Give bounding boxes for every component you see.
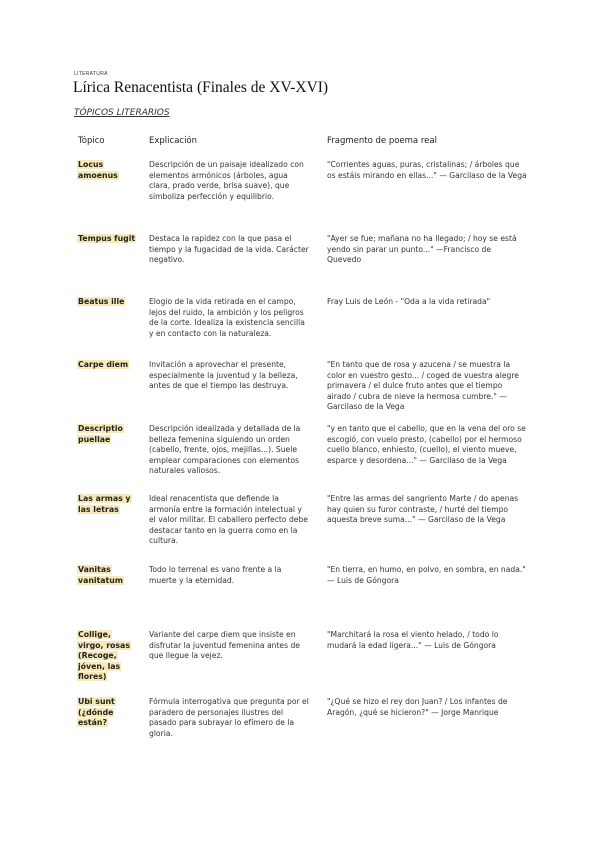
explanation-cell: Variante del carpe diem que insiste en disfrutar la juventud femenina antes de que llegue la vejez. — [149, 630, 300, 660]
column-header-fragment: Fragmento de poema real — [327, 136, 437, 146]
topic-label: Descriptio puellae — [78, 424, 123, 444]
topic-cell — [77, 697, 139, 729]
fragment-cell: "Entre las armas del sangriento Marte / do apenas hay quien su furor contraste, / hurté del tiempo aquesta breve suma..." — Garcilaso de la Vega — [327, 494, 519, 524]
topic-label: Las armas y las letras — [78, 494, 131, 514]
page-title: Lírica Renacentista (Finales de XV-XVI) — [73, 79, 329, 96]
fragment-cell: "¿Qué se hizo el rey don Juan? / Los infantes de Aragón, ¿qué se hicieron?" — Jorge Manrique — [327, 697, 508, 717]
topic-label: Ubi sunt (¿dónde están? — [78, 697, 115, 727]
explanation-cell: Fórmula interrogativa que pregunta por el paradero de personajes ilustres del pasado para subrayar lo efímero de la gloria. — [149, 697, 309, 738]
topic-cell — [77, 424, 139, 445]
fragment-cell: "En tanto que de rosa y azucena / se muestra la color en vuestro gesto... / coged de vuestra alegre primavera / el dulce fruto antes que el tiempo airado / cubra de nieve la hermosa cumbre." — Garcilaso de la Vega — [327, 360, 519, 411]
topic-cell — [77, 297, 139, 308]
topic-label: Vanitas vanitatum — [78, 565, 123, 585]
explanation-cell: Ideal renacentista que defiende la armonía entre la formación intelectual y el valor militar. El caballero perfecto debe destacar tanto en la guerra como en la cultura. — [149, 494, 308, 545]
column-header-topic: Tópico — [78, 136, 105, 146]
explanation-cell: Elogio de la vida retirada en el campo, lejos del ruido, la ambición y los peligros de la corte. Idealiza la existencia sencilla y en contacto con la naturaleza. — [149, 297, 305, 338]
column-header-explanation: Explicación — [149, 136, 198, 146]
topic-cell — [77, 630, 139, 683]
section-heading: TÓPICOS LITERARIOS — [74, 108, 170, 118]
fragment-cell: "Corrientes aguas, puras, cristalinas; / árboles que os estáis mirando en ellas..." — Garcilaso de la Vega — [327, 160, 527, 180]
fragment-cell: "Ayer se fue; mañana no ha llegado; / hoy se está yendo sin parar un punto..." —Francisco de Quevedo — [327, 234, 517, 264]
topic-cell — [77, 494, 139, 515]
explanation-cell: Todo lo terrenal es vano frente a la muerte y la eternidad. — [149, 565, 282, 585]
fragment-cell: "Marchitará la rosa el viento helado, / todo lo mudará la edad ligera..." — Luis de Góngora — [327, 630, 499, 650]
topic-label: Beatus ille — [78, 297, 125, 306]
fragment-cell: "y en tanto que el cabello, que en la vena del oro se escogió, con vuelo presto, (cabello) por el hermoso cuello blanco, enhiesto, (cuello), el viento mueve, esparce y desordena..." — Garcilaso de la Vega — [327, 424, 526, 465]
explanation-cell: Descripción de un paisaje idealizado con elementos armónicos (árboles, agua clara, prado verde, brisa suave), que simboliza perfección y equilibrio. — [149, 160, 304, 201]
topic-cell — [77, 565, 139, 586]
topic-cell — [77, 160, 139, 181]
explanation-cell: Destaca la rapidez con la que pasa el tiempo y la fugacidad de la vida. Carácter negativo. — [149, 234, 309, 264]
subject-kicker: LITERATURA — [74, 71, 108, 77]
topic-label: Carpe diem — [78, 360, 129, 369]
topic-label: Tempus fugit — [78, 234, 136, 243]
fragment-cell: Fray Luis de León - "Oda a la vida retirada" — [327, 297, 491, 306]
fragment-cell: "En tierra, en humo, en polvo, en sombra, en nada." — Luis de Góngora — [327, 565, 526, 585]
topic-cell — [77, 234, 139, 245]
topic-cell — [77, 360, 139, 371]
explanation-cell: Descripción idealizada y detallada de la belleza femenina siguiendo un orden (cabello, frente, ojos, mejillas...). Suele emplear comparaciones con elementos naturales valiosos. — [149, 424, 301, 475]
topic-label: Locus amoenus — [78, 160, 118, 180]
topic-label: Collige, virgo, rosas (Recoge, jóven, las flores) — [78, 630, 130, 681]
explanation-cell: Invitación a aprovechar el presente, especialmente la juventud y la belleza, antes de que el tiempo las destruya. — [149, 360, 298, 390]
